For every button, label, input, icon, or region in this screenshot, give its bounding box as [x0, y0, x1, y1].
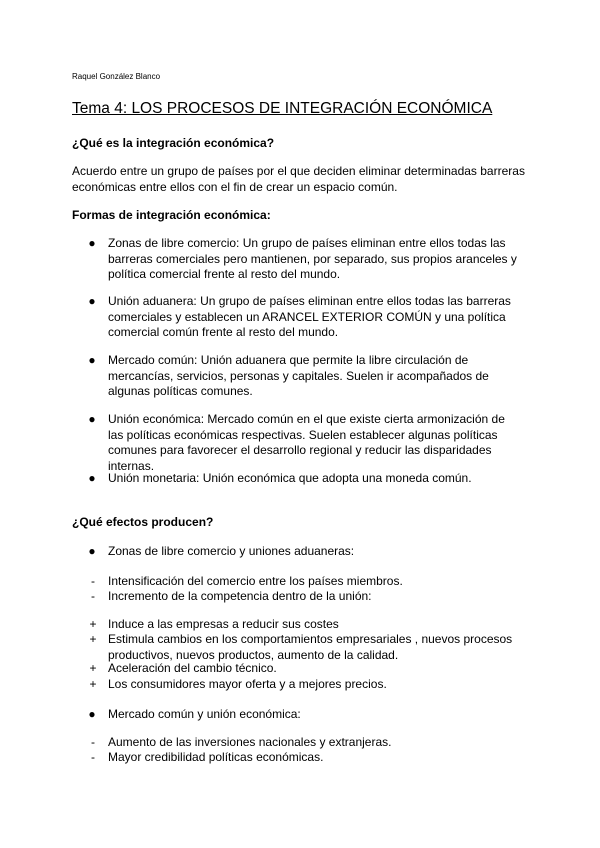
list-item-text: Incremento de la competencia dentro de la unión:: [108, 589, 372, 603]
list-item-text: Zonas de libre comercio: Un grupo de países eliminan entre ellos todas las barreras comerciales pero mantienen, por separado, sus propios aranceles y política comercial frente al resto del mundo.: [108, 236, 517, 281]
plus-mark: +: [89, 632, 97, 646]
list-item: [92, 735, 522, 751]
list-item-text: Induce a las empresas a reducir sus costes: [108, 617, 339, 631]
list-item-text: Intensificación del comercio entre los países miembros.: [108, 574, 403, 588]
list-item: [88, 412, 522, 474]
list-item-text: Mayor credibilidad políticas económicas.: [108, 750, 324, 764]
list-item-text: Los consumidores mayor oferta y a mejores precios.: [108, 677, 387, 691]
list-item-text: Unión económica: Mercado común en el que existe cierta armonización de las políticas económicas respectivas. Suelen establecer algunas políticas comunes para favorecer el desarrollo regional y reducir las disparidades internas.: [108, 412, 505, 473]
section-heading-forms: Formas de integración económica:: [72, 208, 271, 222]
plus-mark: +: [89, 617, 97, 631]
list-item: [88, 353, 522, 400]
dash-mark: -: [91, 574, 95, 588]
list-item: [88, 544, 522, 560]
author-name: Raquel González Blanco: [72, 72, 161, 81]
bullet-mark: ●: [88, 353, 96, 367]
bullet-mark: ●: [88, 294, 96, 308]
list-item: [89, 617, 522, 633]
list-item: [92, 574, 522, 590]
list-item: [89, 661, 522, 677]
list-item-text: Unión aduanera: Un grupo de países eliminan entre ellos todas las barreras comerciales y establecen un ARANCEL EXTERIOR COMÚN y una política comercial común frente al resto del mundo.: [108, 294, 511, 339]
dash-mark: -: [91, 589, 95, 603]
list-item: [88, 707, 522, 723]
list-item: [89, 632, 522, 663]
plus-mark: +: [89, 677, 97, 691]
bullet-mark: ●: [88, 544, 96, 558]
list-item: [92, 589, 522, 605]
section-heading-effects: ¿Qué efectos producen?: [72, 515, 214, 529]
definition-paragraph: Acuerdo entre un grupo de países por el que deciden eliminar determinadas barreras económicas entre ellos con el fin de crear un espacio común.: [72, 164, 525, 194]
bullet-mark: ●: [88, 236, 96, 250]
dash-mark: -: [91, 750, 95, 764]
bullet-mark: ●: [88, 471, 96, 485]
list-item-text: Estimula cambios en los comportamientos empresariales , nuevos procesos productivos, nuevos productos, aumento de la calidad.: [108, 632, 513, 662]
plus-mark: +: [89, 661, 97, 675]
list-item-text: Aceleración del cambio técnico.: [108, 661, 277, 675]
bullet-mark: ●: [88, 412, 96, 426]
list-item-text: Zonas de libre comercio y uniones aduaneras:: [108, 544, 355, 558]
section-heading-what-is: ¿Qué es la integración económica?: [72, 136, 275, 150]
bullet-mark: ●: [88, 707, 96, 721]
list-item: [92, 750, 522, 766]
page-title: Tema 4: LOS PROCESOS DE INTEGRACIÓN ECONÓMICA: [72, 100, 493, 117]
list-item: [88, 471, 522, 487]
list-item-text: Mercado común y unión económica:: [108, 707, 301, 721]
dash-mark: -: [91, 735, 95, 749]
list-item: [88, 236, 522, 283]
list-item-text: Aumento de las inversiones nacionales y extranjeras.: [108, 735, 392, 749]
list-item-text: Mercado común: Unión aduanera que permite la libre circulación de mercancías, servicios, personas y capitales. Suelen ir acompañados de algunas políticas comunes.: [108, 353, 489, 398]
list-item-text: Unión monetaria: Unión económica que adopta una moneda común.: [108, 471, 472, 485]
list-item: [89, 677, 522, 693]
list-item: [88, 294, 522, 341]
